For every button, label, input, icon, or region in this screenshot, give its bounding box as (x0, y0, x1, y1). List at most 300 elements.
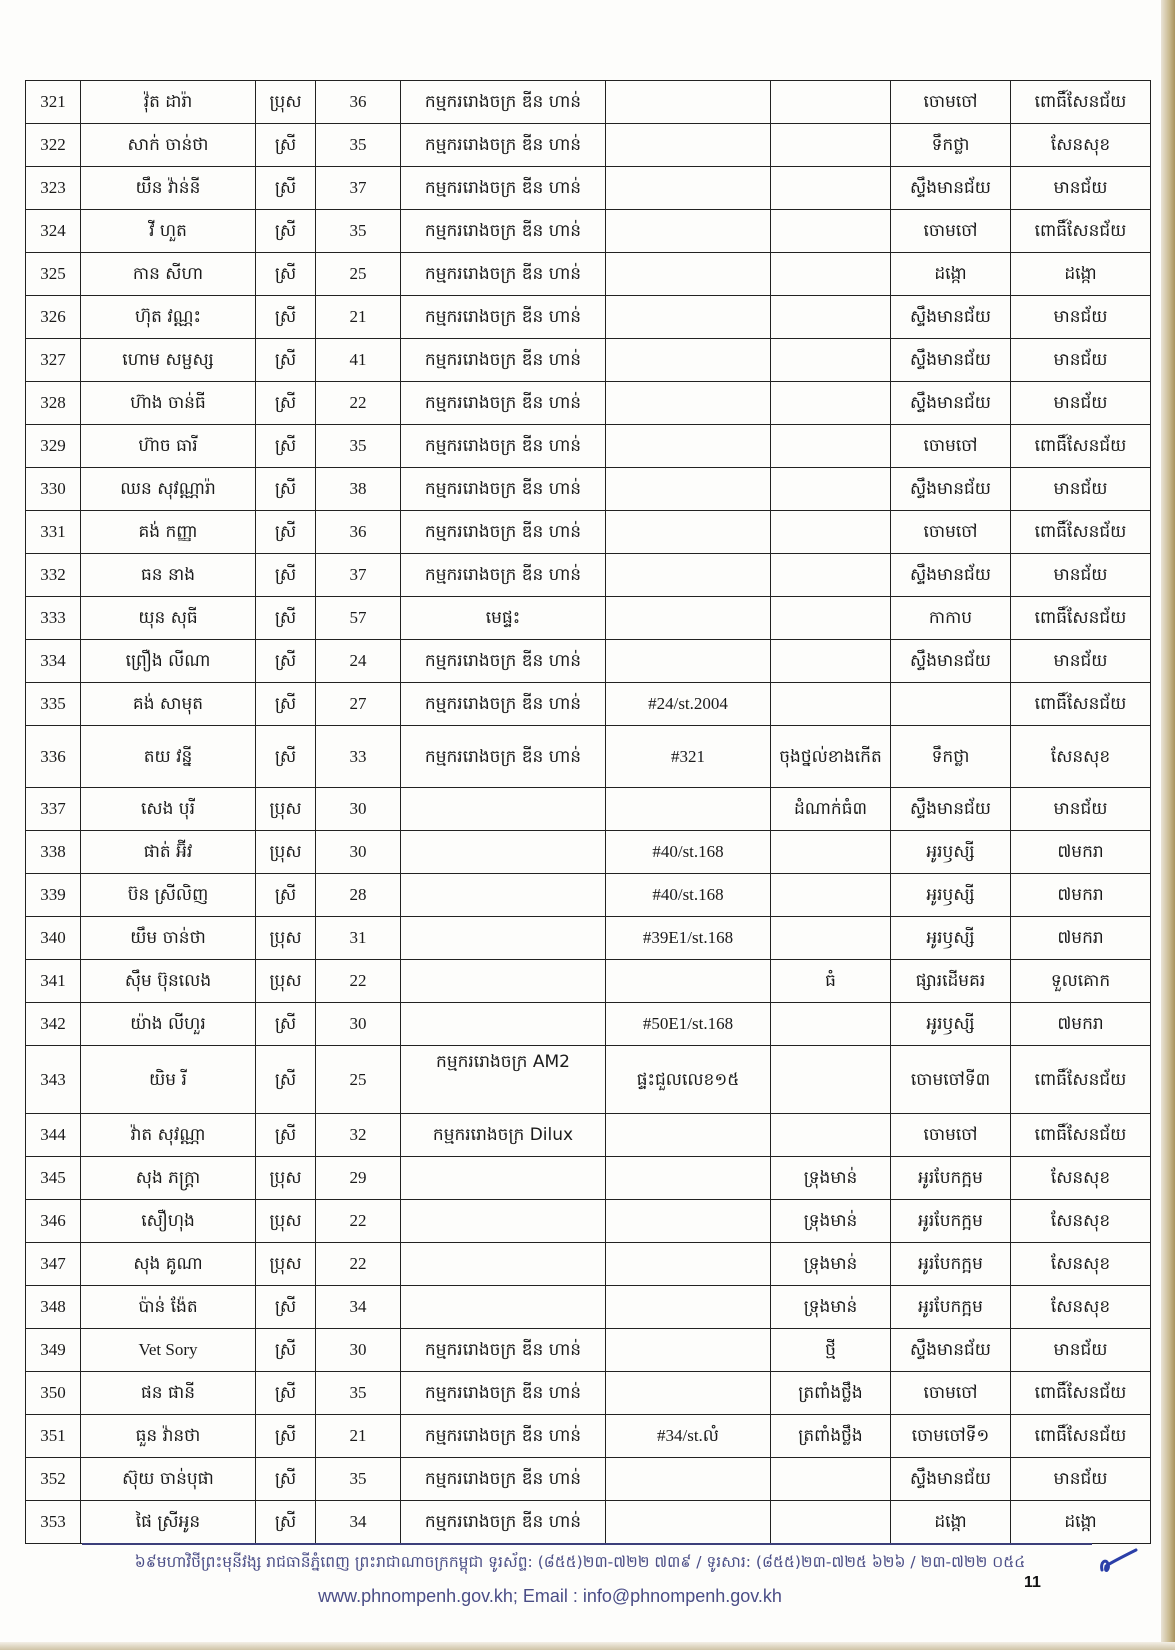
village-cell (771, 1501, 891, 1544)
village-cell (771, 683, 891, 726)
age-cell: 30 (316, 1329, 401, 1372)
age-cell: 34 (316, 1286, 401, 1329)
district-cell: មានជ័យ (1011, 640, 1151, 683)
house-number-cell (606, 1329, 771, 1372)
commune-cell: ចោមចៅ (891, 1114, 1011, 1157)
occupation-cell (401, 1286, 606, 1329)
person-name-cell: ប៉ាន់ ង៉ែត (81, 1286, 256, 1329)
sex-cell: ស្រី (256, 425, 316, 468)
commune-cell: ចោមចៅ (891, 511, 1011, 554)
age-cell: 31 (316, 917, 401, 960)
footer-address: ៦៩មហាវិថីព្រះមុនីវង្ស រាជធានីភ្នំពេញ ព្រះរាជាណាចក្រកម្ពុជា ទូរស័ព្ទ: (៨៥៥)២៣-៧២២ ៧៣៩ / ទូរសារ: (៨៥៥)២៣-៧២៥ ៦២៦ / ២៣-៧២២ ០៥៤ (134, 1553, 1026, 1571)
age-cell: 28 (316, 874, 401, 917)
table-row (26, 1286, 1151, 1329)
sex-cell: ស្រី (256, 167, 316, 210)
row-number-cell: 340 (26, 917, 81, 960)
commune-cell: ស្ទឹងមានជ័យ (891, 1329, 1011, 1372)
table-row (26, 382, 1151, 425)
table-row (26, 1243, 1151, 1286)
district-cell: ៧មករា (1011, 917, 1151, 960)
row-number-cell: 334 (26, 640, 81, 683)
village-cell: ត្រពាំងថ្លឹង (771, 1372, 891, 1415)
table-row (26, 167, 1151, 210)
age-cell: 35 (316, 1458, 401, 1501)
village-cell: ថ្មី (771, 1329, 891, 1372)
table-row (26, 253, 1151, 296)
house-number-cell (606, 468, 771, 511)
table-row (26, 1458, 1151, 1501)
commune-cell: ចោមចៅ (891, 1372, 1011, 1415)
age-cell: 37 (316, 554, 401, 597)
table-row (26, 425, 1151, 468)
sex-cell: ស្រី (256, 1329, 316, 1372)
village-cell: ទ្រុងមាន់ (771, 1200, 891, 1243)
row-number-cell: 342 (26, 1003, 81, 1046)
person-name-cell: យ៉ាង លីហួរ (81, 1003, 256, 1046)
house-number-cell (606, 1243, 771, 1286)
village-cell: ធំ (771, 960, 891, 1003)
occupation-cell (401, 917, 606, 960)
sex-cell: ស្រី (256, 1114, 316, 1157)
person-name-cell: ហ៊ុត វណ្ណះ (81, 296, 256, 339)
sex-cell: ស្រី (256, 124, 316, 167)
house-number-cell (606, 425, 771, 468)
village-cell (771, 554, 891, 597)
occupation-cell: កម្មកររោងចក្រ ឌីន ហាន់ (401, 683, 606, 726)
district-cell: មានជ័យ (1011, 468, 1151, 511)
village-cell: ទ្រុងមាន់ (771, 1157, 891, 1200)
village-cell (771, 253, 891, 296)
house-number-cell: #321 (606, 726, 771, 788)
commune-cell: ស្ទឹងមានជ័យ (891, 554, 1011, 597)
village-cell (771, 425, 891, 468)
occupation-cell: មេផ្ទះ (401, 597, 606, 640)
house-number-cell (606, 1286, 771, 1329)
table-row (26, 726, 1151, 788)
age-cell: 41 (316, 339, 401, 382)
table-row (26, 1200, 1151, 1243)
table-row (26, 1329, 1151, 1372)
village-cell: ដំណាក់ធំ៣ (771, 788, 891, 831)
village-cell (771, 167, 891, 210)
sex-cell: ស្រី (256, 726, 316, 788)
occupation-cell (401, 960, 606, 1003)
district-cell: សែនសុខ (1011, 1157, 1151, 1200)
person-name-cell: វ៉ាត សុវណ្ណា (81, 1114, 256, 1157)
row-number-cell: 321 (26, 81, 81, 124)
age-cell: 30 (316, 788, 401, 831)
age-cell: 35 (316, 210, 401, 253)
age-cell: 21 (316, 1415, 401, 1458)
person-name-cell: វី ហួត (81, 210, 256, 253)
occupation-cell (401, 874, 606, 917)
house-number-cell: #50E1/st.168 (606, 1003, 771, 1046)
person-name-cell: យឹម ចាន់ថា (81, 917, 256, 960)
table-row (26, 831, 1151, 874)
sex-cell: ស្រី (256, 210, 316, 253)
table-row (26, 788, 1151, 831)
district-cell: មានជ័យ (1011, 339, 1151, 382)
person-name-cell: ធន នាង (81, 554, 256, 597)
footer-divider (82, 1543, 1092, 1545)
occupation-cell: កម្មកររោងចក្រ ឌីន ហាន់ (401, 726, 606, 788)
district-cell: មានជ័យ (1011, 788, 1151, 831)
sex-cell: ស្រី (256, 253, 316, 296)
commune-cell: កាកាប (891, 597, 1011, 640)
commune-cell: ចោមចៅទី១ (891, 1415, 1011, 1458)
row-number-cell: 343 (26, 1046, 81, 1114)
village-cell (771, 210, 891, 253)
row-number-cell: 339 (26, 874, 81, 917)
occupation-cell: កម្មកររោងចក្រ AM2 (401, 1046, 606, 1114)
row-number-cell: 351 (26, 1415, 81, 1458)
page-number: 11 (1024, 1574, 1041, 1591)
footer-web-email: www.phnompenh.gov.kh; Email : info@phnompenh.gov.kh (318, 1586, 782, 1606)
village-cell (771, 382, 891, 425)
table-row (26, 917, 1151, 960)
district-cell: សែនសុខ (1011, 1243, 1151, 1286)
village-cell (771, 124, 891, 167)
sex-cell: ស្រី (256, 1372, 316, 1415)
district-cell: ៧មករា (1011, 874, 1151, 917)
village-cell: ត្រពាំងថ្លឹង (771, 1415, 891, 1458)
table-row (26, 597, 1151, 640)
row-number-cell: 332 (26, 554, 81, 597)
age-cell: 22 (316, 382, 401, 425)
house-number-cell: #40/st.168 (606, 874, 771, 917)
village-cell (771, 597, 891, 640)
person-name-cell: គង់ សាមុត (81, 683, 256, 726)
village-cell (771, 1046, 891, 1114)
age-cell: 36 (316, 511, 401, 554)
commune-cell: ទឹកថ្លា (891, 124, 1011, 167)
house-number-cell (606, 1501, 771, 1544)
house-number-cell (606, 597, 771, 640)
commune-cell: ចោមចៅ (891, 210, 1011, 253)
district-cell: សែនសុខ (1011, 726, 1151, 788)
row-number-cell: 333 (26, 597, 81, 640)
district-cell: ដង្កោ (1011, 1501, 1151, 1544)
person-name-cell: សឿហុង (81, 1200, 256, 1243)
row-number-cell: 352 (26, 1458, 81, 1501)
commune-cell: ស្ទឹងមានជ័យ (891, 468, 1011, 511)
occupation-cell: កម្មកររោងចក្រ ឌីន ហាន់ (401, 210, 606, 253)
age-cell: 32 (316, 1114, 401, 1157)
sex-cell: ប្រុស (256, 788, 316, 831)
house-number-cell (606, 382, 771, 425)
village-cell (771, 874, 891, 917)
village-cell (771, 1114, 891, 1157)
house-number-cell (606, 1114, 771, 1157)
district-cell: ពោធិ៍សែនជ័យ (1011, 683, 1151, 726)
district-cell: ពោធិ៍សែនជ័យ (1011, 1046, 1151, 1114)
row-number-cell: 345 (26, 1157, 81, 1200)
house-number-cell (606, 960, 771, 1003)
sex-cell: ប្រុស (256, 1243, 316, 1286)
row-number-cell: 338 (26, 831, 81, 874)
age-cell: 33 (316, 726, 401, 788)
table-row (26, 1372, 1151, 1415)
occupation-cell: កម្មកររោងចក្រ ឌីន ហាន់ (401, 296, 606, 339)
district-cell: ពោធិ៍សែនជ័យ (1011, 511, 1151, 554)
district-cell: មានជ័យ (1011, 296, 1151, 339)
row-number-cell: 327 (26, 339, 81, 382)
village-cell (771, 511, 891, 554)
age-cell: 35 (316, 425, 401, 468)
sex-cell: ស្រី (256, 1458, 316, 1501)
sex-cell: ប្រុស (256, 917, 316, 960)
house-number-cell (606, 511, 771, 554)
commune-cell: អូរបែកក្អម (891, 1286, 1011, 1329)
district-cell: ពោធិ៍សែនជ័យ (1011, 210, 1151, 253)
sex-cell: ស្រី (256, 1286, 316, 1329)
page-edge-shadow (1161, 0, 1175, 1650)
person-name-cell: វ៉ុត ដារ៉ា (81, 81, 256, 124)
occupation-cell: កម្មកររោងចក្រ ឌីន ហាន់ (401, 339, 606, 382)
row-number-cell: 329 (26, 425, 81, 468)
sex-cell: ស្រី (256, 296, 316, 339)
house-number-cell (606, 1157, 771, 1200)
row-number-cell: 337 (26, 788, 81, 831)
district-cell: ពោធិ៍សែនជ័យ (1011, 597, 1151, 640)
row-number-cell: 324 (26, 210, 81, 253)
village-cell (771, 1003, 891, 1046)
row-number-cell: 347 (26, 1243, 81, 1286)
commune-cell: អូរឫស្សី (891, 1003, 1011, 1046)
occupation-cell: កម្មកររោងចក្រ ឌីន ហាន់ (401, 1458, 606, 1501)
house-number-cell: #39E1/st.168 (606, 917, 771, 960)
age-cell: 30 (316, 1003, 401, 1046)
row-number-cell: 325 (26, 253, 81, 296)
house-number-cell (606, 167, 771, 210)
commune-cell: អូរឫស្សី (891, 831, 1011, 874)
person-name-cell: សុង គូណា (81, 1243, 256, 1286)
occupation-cell: កម្មកររោងចក្រ ឌីន ហាន់ (401, 1329, 606, 1372)
commune-cell: ស្ទឹងមានជ័យ (891, 382, 1011, 425)
person-name-cell: ផៃ ស្រីអូន (81, 1501, 256, 1544)
occupation-cell (401, 1157, 606, 1200)
district-cell: មានជ័យ (1011, 1458, 1151, 1501)
district-cell: មានជ័យ (1011, 167, 1151, 210)
house-number-cell: #40/st.168 (606, 831, 771, 874)
village-cell (771, 831, 891, 874)
house-number-cell (606, 124, 771, 167)
age-cell: 36 (316, 81, 401, 124)
person-name-cell: កាន សីហា (81, 253, 256, 296)
row-number-cell: 349 (26, 1329, 81, 1372)
table-row (26, 339, 1151, 382)
table-row (26, 1157, 1151, 1200)
village-cell: ទ្រុងមាន់ (771, 1243, 891, 1286)
age-cell: 22 (316, 960, 401, 1003)
row-number-cell: 335 (26, 683, 81, 726)
table-row (26, 210, 1151, 253)
house-number-cell (606, 788, 771, 831)
table-row (26, 296, 1151, 339)
village-cell (771, 1458, 891, 1501)
person-name-cell: ឈន សុវណ្ណារ៉ា (81, 468, 256, 511)
district-cell: សែនសុខ (1011, 1286, 1151, 1329)
occupation-cell: កម្មកររោងចក្រ ឌីន ហាន់ (401, 640, 606, 683)
house-number-cell (606, 1372, 771, 1415)
district-cell: មានជ័យ (1011, 1329, 1151, 1372)
commune-cell: ស្ទឹងមានជ័យ (891, 339, 1011, 382)
table-row (26, 683, 1151, 726)
roster-body (26, 81, 1151, 1544)
village-cell: ចុងថ្នល់ខាងកើត (771, 726, 891, 788)
occupation-cell: កម្មកររោងចក្រ ឌីន ហាន់ (401, 468, 606, 511)
age-cell: 29 (316, 1157, 401, 1200)
village-cell (771, 917, 891, 960)
district-cell: សែនសុខ (1011, 124, 1151, 167)
row-number-cell: 323 (26, 167, 81, 210)
occupation-cell (401, 1003, 606, 1046)
row-number-cell: 330 (26, 468, 81, 511)
row-number-cell: 348 (26, 1286, 81, 1329)
age-cell: 30 (316, 831, 401, 874)
person-name-cell: Vet Sory (81, 1329, 256, 1372)
table-row (26, 874, 1151, 917)
person-name-cell: ធួន វ៉ានថា (81, 1415, 256, 1458)
occupation-cell: កម្មកររោងចក្រ ឌីន ហាន់ (401, 382, 606, 425)
sex-cell: ស្រី (256, 339, 316, 382)
table-row (26, 1003, 1151, 1046)
house-number-cell: ផ្ទះជួលលេខ១៥ (606, 1046, 771, 1114)
commune-cell: អូរបែកក្អម (891, 1243, 1011, 1286)
age-cell: 22 (316, 1243, 401, 1286)
sex-cell: ស្រី (256, 1415, 316, 1458)
district-cell: ៧មករា (1011, 1003, 1151, 1046)
district-cell: ៧មករា (1011, 831, 1151, 874)
table-row (26, 1501, 1151, 1544)
table-row (26, 960, 1151, 1003)
person-name-cell: ផាត់ អ៊ីវ (81, 831, 256, 874)
person-name-cell: ផន ផានី (81, 1372, 256, 1415)
age-cell: 24 (316, 640, 401, 683)
person-name-cell: តយ វន្នី (81, 726, 256, 788)
person-name-cell: ហោម សម្ផស្ស (81, 339, 256, 382)
sex-cell: ស្រី (256, 554, 316, 597)
commune-cell: អូរបែកក្អម (891, 1157, 1011, 1200)
table-row (26, 124, 1151, 167)
commune-cell: ចោមចៅ (891, 425, 1011, 468)
row-number-cell: 344 (26, 1114, 81, 1157)
village-cell (771, 81, 891, 124)
person-name-cell: សេង បុរី (81, 788, 256, 831)
district-cell: ពោធិ៍សែនជ័យ (1011, 81, 1151, 124)
age-cell: 21 (316, 296, 401, 339)
district-cell: មានជ័យ (1011, 382, 1151, 425)
district-cell: ពោធិ៍សែនជ័យ (1011, 1415, 1151, 1458)
district-cell: ពោធិ៍សែនជ័យ (1011, 1372, 1151, 1415)
commune-cell: ស្ទឹងមានជ័យ (891, 788, 1011, 831)
person-name-cell: ស៊ុយ ចាន់បុផា (81, 1458, 256, 1501)
row-number-cell: 353 (26, 1501, 81, 1544)
person-name-cell: ហ៊ាង ចាន់ធី (81, 382, 256, 425)
table-row (26, 511, 1151, 554)
commune-cell: អូរឫស្សី (891, 917, 1011, 960)
commune-cell: ស្ទឹងមានជ័យ (891, 640, 1011, 683)
person-name-cell: យិម រី (81, 1046, 256, 1114)
house-number-cell (606, 640, 771, 683)
age-cell: 37 (316, 167, 401, 210)
district-cell: សែនសុខ (1011, 1200, 1151, 1243)
row-number-cell: 328 (26, 382, 81, 425)
village-cell: ទ្រុងមាន់ (771, 1286, 891, 1329)
house-number-cell (606, 1458, 771, 1501)
table-row (26, 1046, 1151, 1114)
person-name-cell: សាក់ ចាន់ថា (81, 124, 256, 167)
sex-cell: ស្រី (256, 511, 316, 554)
sex-cell: ស្រី (256, 640, 316, 683)
sex-cell: ស្រី (256, 382, 316, 425)
commune-cell (891, 683, 1011, 726)
row-number-cell: 346 (26, 1200, 81, 1243)
occupation-cell: កម្មកររោងចក្រ Dilux (401, 1114, 606, 1157)
person-name-cell: គង់ កញ្ញា (81, 511, 256, 554)
sex-cell: ប្រុស (256, 960, 316, 1003)
table-row (26, 640, 1151, 683)
page-bottom-shadow (0, 1642, 1175, 1650)
sex-cell: ស្រី (256, 1046, 316, 1114)
occupation-cell: កម្មកររោងចក្រ ឌីន ហាន់ (401, 81, 606, 124)
sex-cell: ប្រុស (256, 81, 316, 124)
occupation-cell (401, 1243, 606, 1286)
occupation-cell (401, 1200, 606, 1243)
commune-cell: ដង្កោ (891, 1501, 1011, 1544)
occupation-cell: កម្មកររោងចក្រ ឌីន ហាន់ (401, 1372, 606, 1415)
village-cell (771, 640, 891, 683)
person-name-cell: ស៊ឹម ប៊ុនលេង (81, 960, 256, 1003)
age-cell: 25 (316, 253, 401, 296)
village-cell (771, 296, 891, 339)
house-number-cell (606, 554, 771, 597)
district-cell: ដង្កោ (1011, 253, 1151, 296)
sex-cell: ស្រី (256, 597, 316, 640)
roster-table (25, 80, 1151, 1544)
house-number-cell (606, 339, 771, 382)
occupation-cell: កម្មកររោងចក្រ ឌីន ហាន់ (401, 1501, 606, 1544)
house-number-cell (606, 253, 771, 296)
house-number-cell (606, 1200, 771, 1243)
table-row (26, 1415, 1151, 1458)
sex-cell: ស្រី (256, 468, 316, 511)
row-number-cell: 322 (26, 124, 81, 167)
age-cell: 57 (316, 597, 401, 640)
row-number-cell: 326 (26, 296, 81, 339)
house-number-cell (606, 81, 771, 124)
table-row (26, 1114, 1151, 1157)
district-cell: មានជ័យ (1011, 554, 1151, 597)
age-cell: 38 (316, 468, 401, 511)
age-cell: 35 (316, 1372, 401, 1415)
occupation-cell (401, 788, 606, 831)
sex-cell: ស្រី (256, 1003, 316, 1046)
table-row (26, 468, 1151, 511)
district-cell: ទួលគោក (1011, 960, 1151, 1003)
district-cell: ពោធិ៍សែនជ័យ (1011, 425, 1151, 468)
house-number-cell: #34/st.លំ (606, 1415, 771, 1458)
commune-cell: ចោមចៅទី៣ (891, 1046, 1011, 1114)
commune-cell: ស្ទឹងមានជ័យ (891, 296, 1011, 339)
commune-cell: ផ្សារដើមគរ (891, 960, 1011, 1003)
person-name-cell: ព្រឿង លីណា (81, 640, 256, 683)
occupation-cell: កម្មកររោងចក្រ ឌីន ហាន់ (401, 1415, 606, 1458)
occupation-cell (401, 831, 606, 874)
occupation-cell: កម្មកររោងចក្រ ឌីន ហាន់ (401, 167, 606, 210)
village-cell (771, 468, 891, 511)
person-name-cell: ប៊ន ស្រីលិញ (81, 874, 256, 917)
